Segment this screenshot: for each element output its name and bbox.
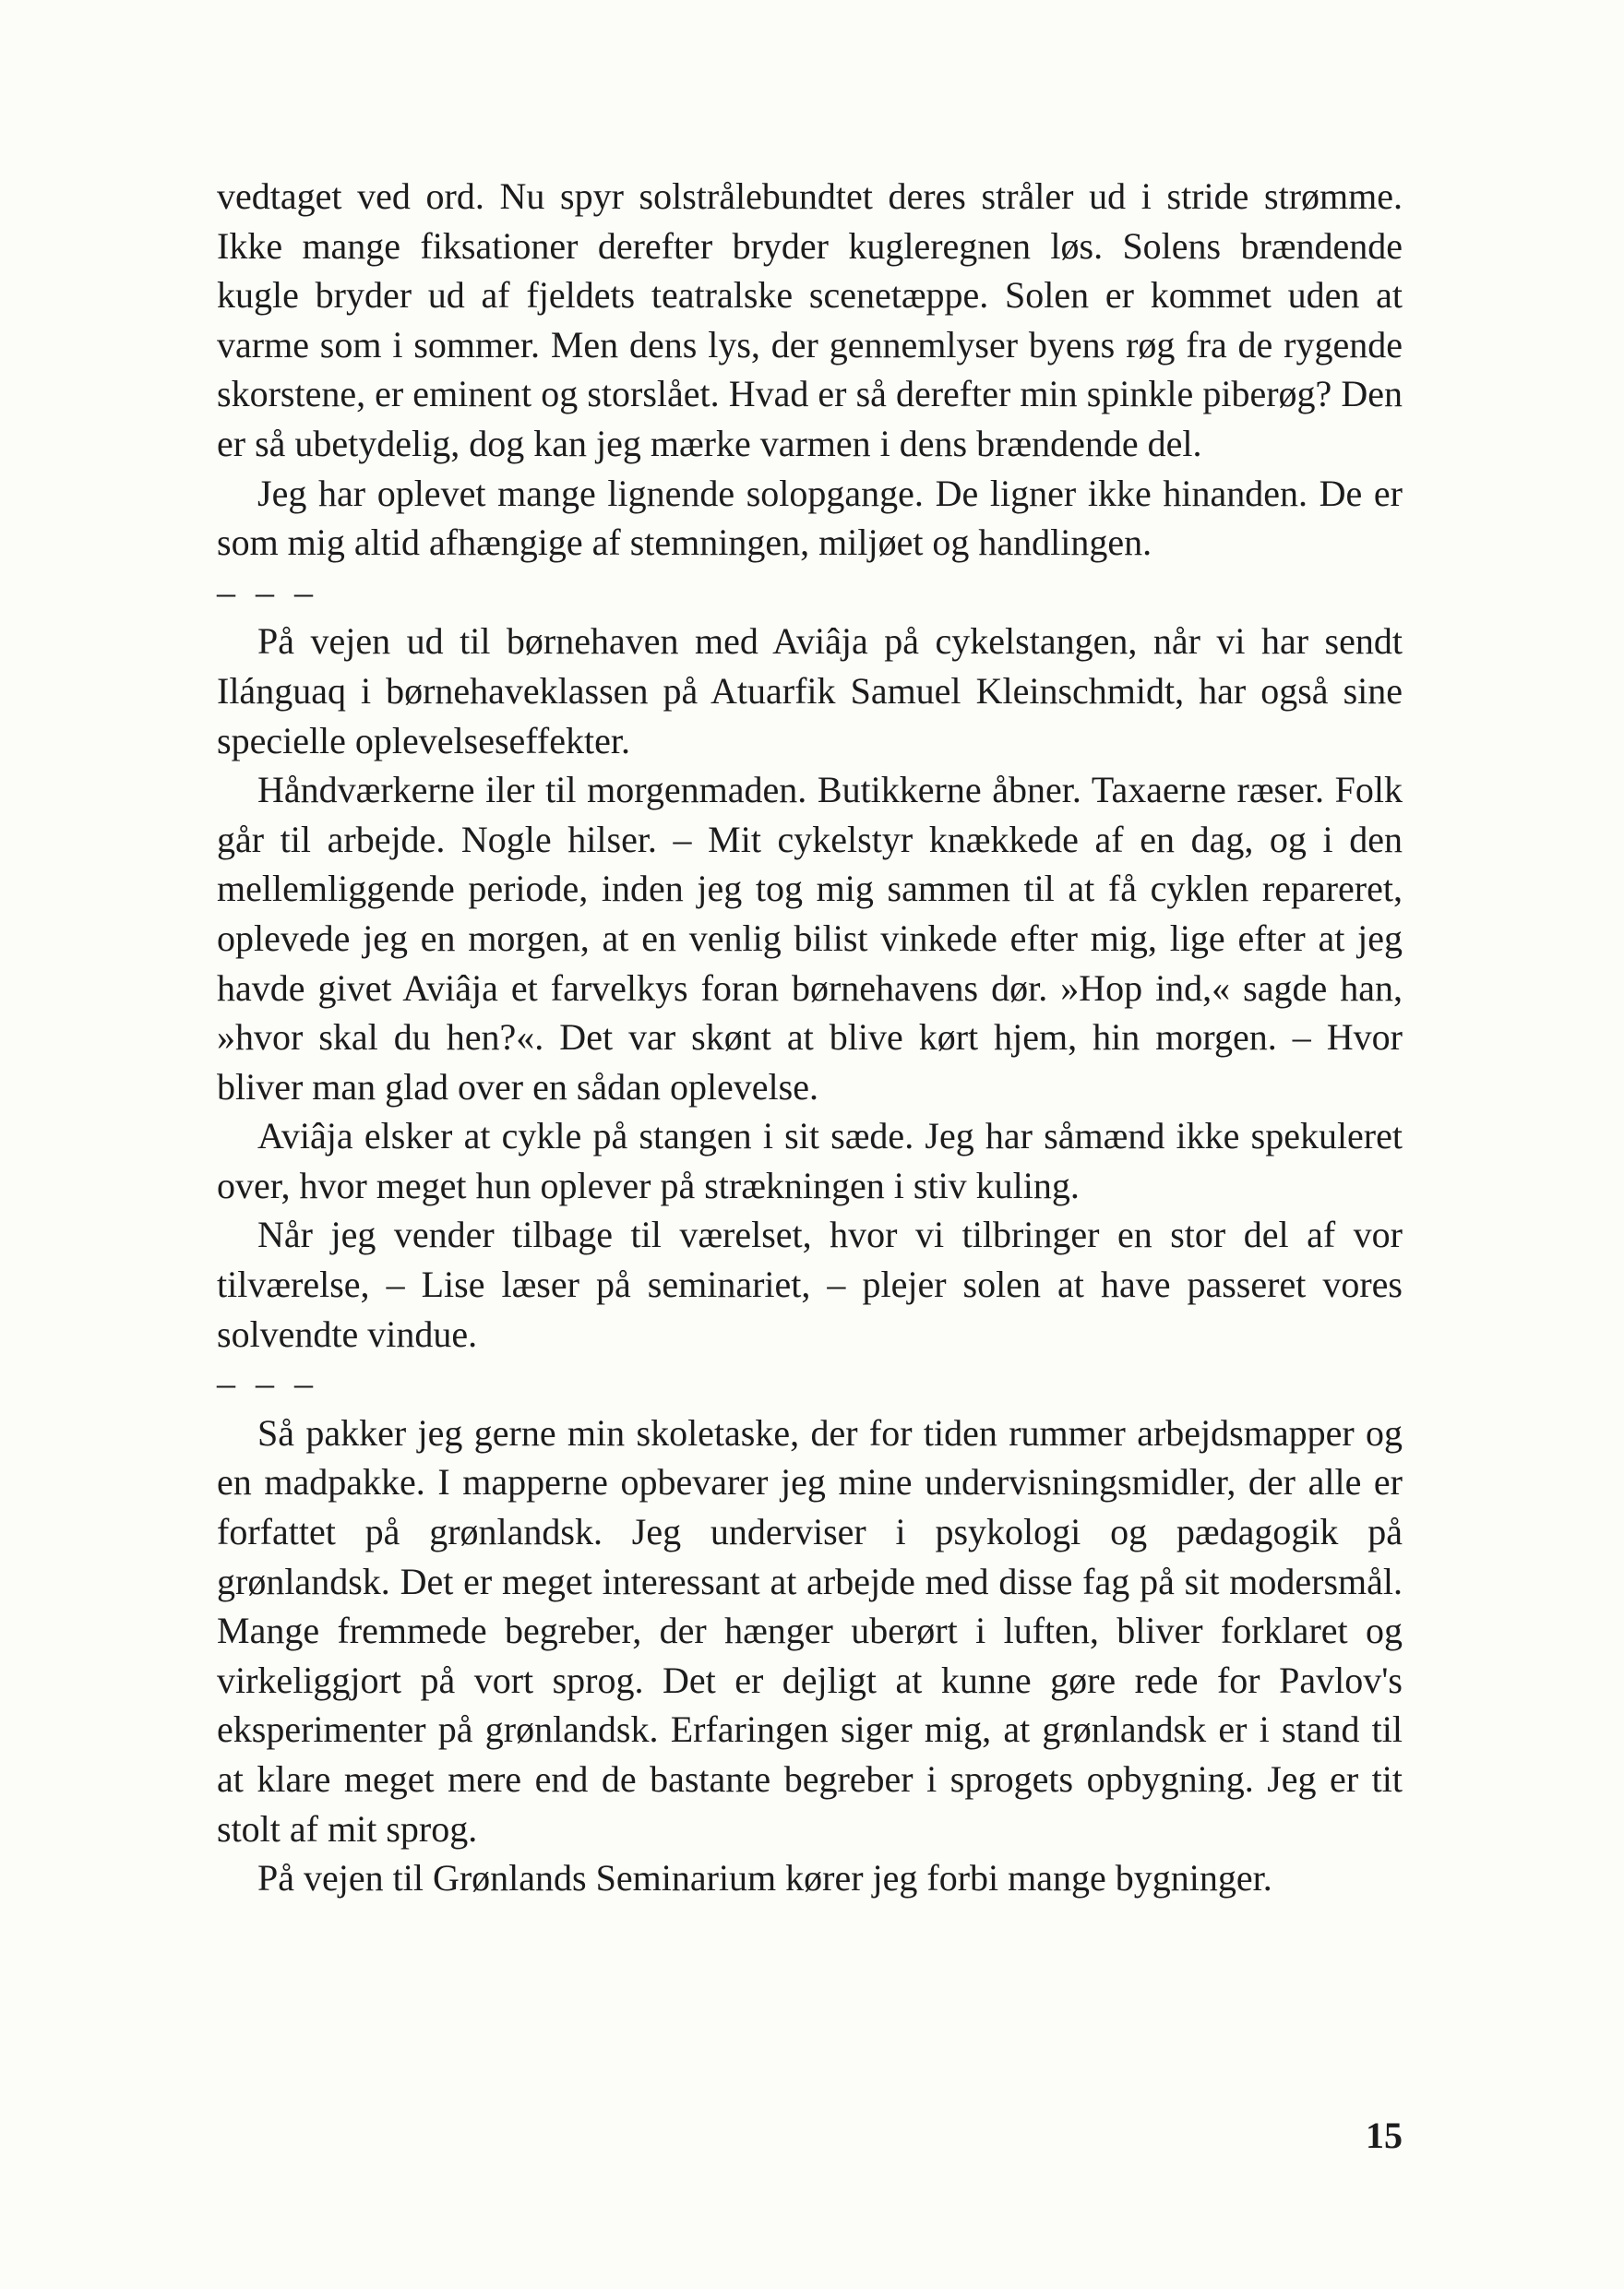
paragraph-6: Når jeg vender tilbage til værelset, hvor vi tilbringer en stor del af vor tilværelse, – Lise læser på seminariet, – plejer solen at have passeret vores solvendte vindue. — [217, 1214, 1403, 1355]
paragraph-3: På vejen ud til børnehaven med Aviâja på cykelstangen, når vi har sendt Ilánguaq i børnehaveklassen på Atuarfik Samuel Kleinschmidt, har også sine specielle oplevelseseffekter. — [217, 620, 1403, 761]
paragraph-1: vedtaget ved ord. Nu spyr solstrålebundtet deres stråler ud i stride strømme. Ikke mange fiksationer derefter bryder kugleregnen løs. Solens brændende kugle bryder ud af fjeldets teatralske scenetæppe. Solen er kommet uden at varme som i sommer. Men dens lys, der gennemlyser byens røg fra de rygende skorstene, er eminent og storslået. Hvad er så derefter min spinkle piberøg? Den er så ubetydelig, dog kan jeg mærke varmen i dens brændende del. — [217, 175, 1403, 464]
paragraph-4: Håndværkerne iler til morgenmaden. Butikkerne åbner. Taxaerne ræser. Folk går til arbejde. Nogle hilser. – Mit cykelstyr knækkede af en dag, og i den mellemliggende periode, inden jeg tog mig sammen til at få cyklen repareret, oplevede jeg en morgen, at en venlig bilist vinkede efter mig, lige efter at jeg havde givet Aviâja et farvelkys foran børnehavens dør. »Hop ind,« sagde han, »hvor skal du hen?«. Det var skønt at blive kørt hjem, hin morgen. – Hvor bliver man glad over en sådan oplevelse. — [217, 769, 1403, 1108]
paragraph-5: Aviâja elsker at cykle på stangen i sit sæde. Jeg har såmænd ikke spekuleret over, hvor meget hun oplever på strækningen i stiv kuling. — [217, 1115, 1403, 1206]
paragraph-2: Jeg har oplevet mange lignende solopgange. De ligner ikke hinanden. De er som mig altid afhængige af stemningen, miljøet og handlingen. — [217, 472, 1403, 564]
paragraph-7: Så pakker jeg gerne min skoletaske, der for tiden rummer arbejdsmapper og en madpakke. I mapperne opbevarer jeg mine undervisningsmidler, der alle er forfattet på grønlandsk. Jeg underviser i psykologi og pædagogik på grønlandsk. Det er meget interessant at arbejde med disse fag på sit modersmål. Mange fremmede begreber, der hænger uberørt i luften, bliver forklaret og virkeliggjort på vort sprog. Det er dejligt at kunne gøre rede for Pavlov's eksperimenter på grønlandsk. Erfaringen siger mig, at grønlandsk er i stand til at klare meget mere end de bastante begreber i sprogets opbygning. Jeg er tit stolt af mit sprog. — [217, 1411, 1403, 1850]
body-text — [217, 172, 1403, 1903]
section-separator-1: – – – — [217, 570, 318, 613]
paragraph-8: På vejen til Grønlands Seminarium kører jeg forbi mange bygninger. — [257, 1857, 1272, 1900]
page-number: 15 — [1366, 2115, 1403, 2156]
section-separator-2: – – – — [217, 1362, 318, 1405]
